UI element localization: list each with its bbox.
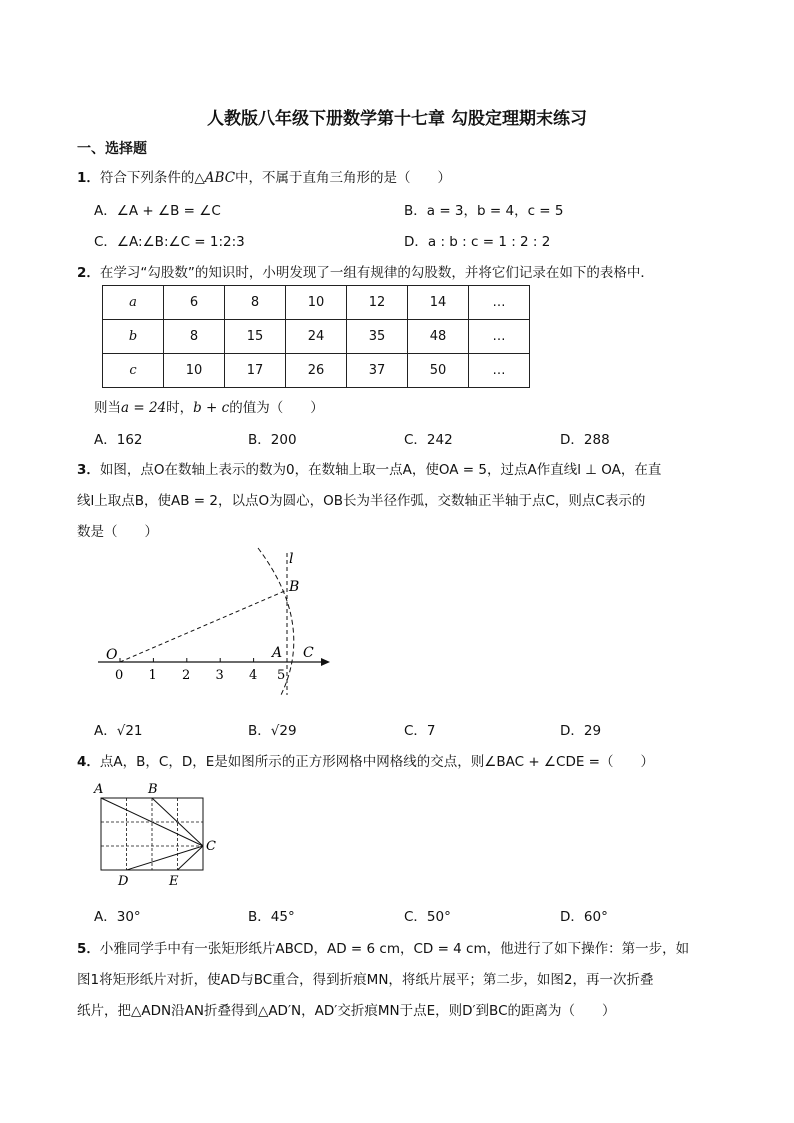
question-3-line-2: 线l上取点B，使AB = 2，以点O为圆心，OB长为半径作弧，交数轴正半轴于点C，则点C表示的 xyxy=(77,493,646,509)
label-d: D xyxy=(118,874,129,889)
followup-text: 则当 xyxy=(94,400,121,416)
table-cell: … xyxy=(469,286,530,320)
table-cell: 37 xyxy=(347,354,408,388)
q2-option-b[interactable]: B．200 xyxy=(248,432,297,448)
label-o: O xyxy=(106,647,118,663)
q1-option-a[interactable]: A．∠A + ∠B = ∠C xyxy=(94,203,221,219)
followup-text: 时， xyxy=(166,400,194,416)
table-cell: 10 xyxy=(286,286,347,320)
table-cell: 26 xyxy=(286,354,347,388)
table-cell: 24 xyxy=(286,320,347,354)
table-cell: 10 xyxy=(164,354,225,388)
table-row xyxy=(103,320,530,354)
table-cell: 14 xyxy=(408,286,469,320)
section-heading: 一、选择题 xyxy=(77,141,147,157)
table-cell: 6 xyxy=(164,286,225,320)
table-cell: 35 xyxy=(347,320,408,354)
q3-option-b[interactable]: B．√29 xyxy=(248,723,297,739)
question-5-line-2: 图1将矩形纸片对折，使AD与BC重合，得到折痕MN，将纸片展平；第二步，如图2，再一次折叠 xyxy=(77,972,654,988)
question-stem: 如图，点O在数轴上表示的数为0，在数轴上取一点A，使OA = 5，过点A作直线l ⊥ OA，在直 xyxy=(99,462,662,478)
question-number: 2． xyxy=(77,265,100,281)
tick-label: 3 xyxy=(215,668,224,683)
triangle-name: △ABC xyxy=(194,170,236,186)
question-3-line-3: 数是（ ） xyxy=(77,524,158,540)
q3-option-d[interactable]: D．29 xyxy=(560,723,602,739)
q1-option-c[interactable]: C．∠A:∠B:∠C = 1:2:3 xyxy=(94,234,245,250)
label-c: C xyxy=(303,645,314,661)
table-cell: 17 xyxy=(225,354,286,388)
label-a: A xyxy=(272,645,283,661)
q2-option-a[interactable]: A．162 xyxy=(94,432,143,448)
question-5 xyxy=(77,937,689,957)
page-title: 人教版八年级下册数学第十七章 勾股定理期末练习 xyxy=(207,109,587,129)
tick-label: 5 xyxy=(277,668,286,683)
label-a: A xyxy=(94,782,104,797)
followup-text: 的值为（ ） xyxy=(229,400,324,416)
tick-label: 0 xyxy=(115,668,124,683)
question-stem: 符合下列条件的 xyxy=(99,170,195,186)
question-3 xyxy=(77,458,661,478)
table-cell: 12 xyxy=(347,286,408,320)
question-stem: 点A，B，C，D，E是如图所示的正方形网格中网格线的交点，则∠BAC + ∠CDE =（ ） xyxy=(99,754,654,770)
question-2 xyxy=(77,261,654,281)
label-l: l xyxy=(289,551,294,567)
table-cell: 50 xyxy=(408,354,469,388)
q4-option-c[interactable]: C．50° xyxy=(404,909,451,925)
grid-figure xyxy=(88,778,228,893)
question-number: 3． xyxy=(77,462,100,478)
question-5-line-3: 纸片，把△ADN沿AN折叠得到△AD′N，AD′交折痕MN于点E，则D′到BC的距离为（ ） xyxy=(77,1003,616,1019)
table-row xyxy=(103,354,530,388)
table-cell: … xyxy=(469,320,530,354)
q2-followup xyxy=(94,396,324,416)
q3-option-c[interactable]: C．7 xyxy=(404,723,436,739)
question-number: 1． xyxy=(77,170,100,186)
q3-option-a[interactable]: A．√21 xyxy=(94,723,143,739)
tick-label: 4 xyxy=(249,668,258,683)
q4-option-a[interactable]: A．30° xyxy=(94,909,141,925)
question-stem: 在学习“勾股数”的知识时，小明发现了一组有规律的勾股数，并将它们记录在如下的表格中． xyxy=(99,265,654,281)
q1-option-b[interactable]: B．a = 3，b = 4，c = 5 xyxy=(404,203,564,219)
q2-option-d[interactable]: D．288 xyxy=(560,432,610,448)
table-cell: 8 xyxy=(225,286,286,320)
table-cell: 8 xyxy=(164,320,225,354)
axis-arrow xyxy=(321,658,330,666)
table-cell: c xyxy=(103,354,164,388)
label-e: E xyxy=(169,874,179,889)
q4-option-d[interactable]: D．60° xyxy=(560,909,608,925)
table-cell: 48 xyxy=(408,320,469,354)
question-number: 4． xyxy=(77,754,100,770)
segment-ob xyxy=(120,590,287,662)
arc-radius-ob xyxy=(258,548,294,697)
label-c: C xyxy=(206,839,216,854)
followup-expression: b + c xyxy=(193,400,230,416)
label-b: B xyxy=(289,579,300,595)
table-cell: a xyxy=(103,286,164,320)
question-4 xyxy=(77,750,654,770)
question-stem-end: 中，不属于直角三角形的是（ ） xyxy=(235,170,452,186)
q4-option-b[interactable]: B．45° xyxy=(248,909,295,925)
question-stem: 小雅同学手中有一张矩形纸片ABCD，AD = 6 cm，CD = 4 cm，他进行了如下操作：第一步，如 xyxy=(99,941,690,957)
followup-condition: a = 24 xyxy=(121,400,167,416)
question-number: 5． xyxy=(77,941,100,957)
table-cell: … xyxy=(469,354,530,388)
number-line-figure xyxy=(90,545,340,705)
square-grid xyxy=(101,798,203,870)
pythagorean-table xyxy=(102,285,530,388)
tick-label: 1 xyxy=(148,668,157,683)
label-b: B xyxy=(148,782,158,797)
tick-label: 2 xyxy=(182,668,191,683)
q1-option-d[interactable]: D．a : b : c = 1 : 2 : 2 xyxy=(404,234,551,250)
table-cell: b xyxy=(103,320,164,354)
question-1 xyxy=(77,166,451,186)
table-row xyxy=(103,286,530,320)
table-cell: 15 xyxy=(225,320,286,354)
q2-option-c[interactable]: C．242 xyxy=(404,432,453,448)
